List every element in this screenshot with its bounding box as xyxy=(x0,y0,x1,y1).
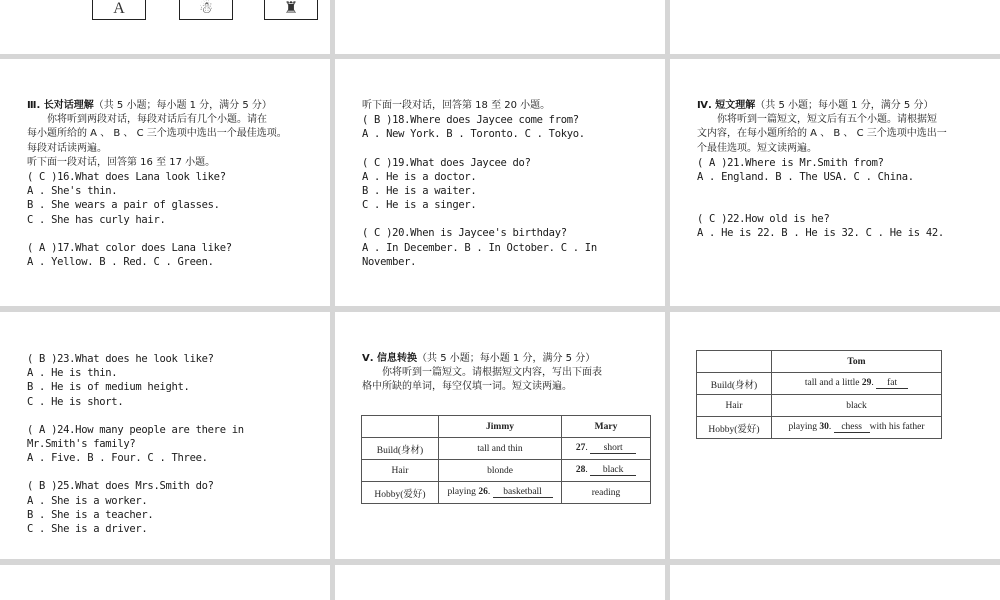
option-text: A . Yellow. B . Red. C . Green. xyxy=(27,256,214,269)
table-row xyxy=(362,482,651,504)
info-table-tom xyxy=(696,350,942,439)
question-24: ( A )24.How many people are there in xyxy=(27,423,244,436)
option-text: A . He is thin. xyxy=(27,367,118,380)
panel-section-5-cont xyxy=(670,312,1000,559)
panel-bottom-left xyxy=(0,565,330,600)
instruction-text: 每小题所给的 A 、 B 、 C 三个选项中选出一个最佳选项。 xyxy=(27,128,287,140)
question-23: ( B )23.What does he look like? xyxy=(27,353,214,365)
option-text: A . He is a doctor. xyxy=(362,170,477,183)
section-note: （共 5 小题；每小题 1 分，满分 5 分） xyxy=(93,100,272,111)
option-text: A . England. B . The USA. C . China. xyxy=(697,171,914,184)
instruction-text: 文内容，在每小题所给的 A 、 B 、 C 三个选项中选出一 xyxy=(697,128,947,140)
section-note: （共 5 小题；每小题 1 分，满分 5 分） xyxy=(417,353,596,364)
table-cell: blonde xyxy=(439,460,562,482)
table-row xyxy=(697,351,942,373)
panel-bottom-middle xyxy=(335,565,665,600)
option-text: A . Five. B . Four. C . Three. xyxy=(27,452,208,465)
table-cell: tall and thin xyxy=(439,438,562,460)
panel-section-4 xyxy=(670,59,1000,306)
option-text: B . He is a waiter. xyxy=(362,185,477,198)
table-row xyxy=(362,416,651,438)
column-header-mary: Mary xyxy=(562,416,651,438)
answer-cell-30: playing 30. chess with his father xyxy=(772,417,942,439)
option-text: C . He is short. xyxy=(27,395,124,408)
answer-blank: black xyxy=(590,465,636,476)
row-label-hobby: Hobby(爱好) xyxy=(697,417,772,439)
panel-section-3 xyxy=(0,59,330,306)
answer-cell-26: playing 26. basketball xyxy=(439,482,562,504)
question-25: ( B )25.What does Mrs.Smith do? xyxy=(27,480,214,493)
instruction-text: 听下面一段对话，回答第 16 至 17 小题。 xyxy=(27,156,216,168)
panel-section-5 xyxy=(335,312,665,559)
question-19: ( C )19.What does Jaycee do? xyxy=(362,156,531,169)
table-row xyxy=(362,460,651,482)
option-text: B . She is a teacher. xyxy=(27,508,154,521)
option-text: A . He is 22. B . He is 32. C . He is 42. xyxy=(697,227,944,240)
picture-c-image: ♜ xyxy=(264,0,318,20)
answer-cell-29: tall and a little 29. fat xyxy=(772,373,942,395)
question-22: ( C )22.How old is he? xyxy=(697,213,830,226)
option-text: November. xyxy=(362,255,417,268)
answer-blank: basketball xyxy=(493,487,553,498)
option-text: C . She has curly hair. xyxy=(27,213,166,226)
option-text: B . She wears a pair of glasses. xyxy=(27,199,220,212)
panel-top-middle xyxy=(335,0,665,54)
section-heading: Ⅴ. 信息转换 xyxy=(362,353,418,364)
column-header-jimmy: Jimmy xyxy=(439,416,562,438)
option-text: A . In December. B . In October. C . In xyxy=(362,241,597,254)
panel-top-left xyxy=(0,0,330,54)
instruction-text: 个最佳选项。短文读两遍。 xyxy=(697,142,817,154)
row-label-build: Build(身材) xyxy=(697,373,772,395)
answer-cell-27: 27. short xyxy=(562,438,651,460)
instruction-text: 格中所缺的单词，每空仅填一词。短文读两遍。 xyxy=(362,381,572,393)
answer-blank: chess xyxy=(834,422,870,433)
option-text: A . She's thin. xyxy=(27,185,118,198)
table-row xyxy=(362,438,651,460)
row-label-hobby: Hobby(爱好) xyxy=(362,482,439,504)
option-text: C . She is a driver. xyxy=(27,523,148,536)
instruction-text: 你将听到一篇短文，短文后有五个小题。请根据短 xyxy=(717,114,937,126)
answer-blank: fat xyxy=(876,378,908,389)
section-heading: Ⅳ. 短文理解 xyxy=(697,100,756,111)
panel-top-right xyxy=(670,0,1000,54)
question-17: ( A )17.What color does Lana like? xyxy=(27,241,232,254)
instruction-text: 你将听到两段对话，每段对话后有几个小题。请在 xyxy=(47,114,267,126)
section-note: （共 5 小题；每小题 1 分，满分 5 分） xyxy=(755,100,934,111)
section-heading: Ⅲ. 长对话理解 xyxy=(27,100,94,111)
instruction-text: 每段对话读两遍。 xyxy=(27,142,107,154)
option-text: A . She is a worker. xyxy=(27,494,148,507)
picture-a-image: A xyxy=(92,0,146,20)
row-label-hair: Hair xyxy=(697,395,772,417)
panel-section-4-cont xyxy=(0,312,330,559)
table-cell: reading xyxy=(562,482,651,504)
question-24-cont: Mr.Smith's family? xyxy=(27,438,136,451)
option-text: A . New York. B . Toronto. C . Tokyo. xyxy=(362,128,585,141)
answer-cell-28: 28. black xyxy=(562,460,651,482)
table-cell: black xyxy=(772,395,942,417)
option-text: C . He is a singer. xyxy=(362,199,477,212)
option-text: B . He is of medium height. xyxy=(27,381,190,394)
question-16: ( C )16.What does Lana look like? xyxy=(27,171,226,184)
instruction-text: 你将听到一篇短文。请根据短文内容，写出下面表 xyxy=(382,367,602,379)
panel-bottom-right xyxy=(670,565,1000,600)
table-row xyxy=(697,417,942,439)
question-20: ( C )20.When is Jaycee's birthday? xyxy=(362,227,567,240)
row-label-build: Build(身材) xyxy=(362,438,439,460)
question-21: ( A )21.Where is Mr.Smith from? xyxy=(697,156,884,169)
answer-blank: short xyxy=(590,443,636,454)
question-18: ( B )18.Where does Jaycee come from? xyxy=(362,114,579,127)
table-row xyxy=(697,395,942,417)
row-label-hair: Hair xyxy=(362,460,439,482)
table-row xyxy=(697,373,942,395)
info-table-jimmy-mary xyxy=(361,415,651,504)
panel-section-3-cont xyxy=(335,59,665,306)
column-header-tom: Tom xyxy=(772,351,942,373)
instruction-text: 听下面一段对话，回答第 18 至 20 小题。 xyxy=(362,100,551,111)
picture-b-image: ☃ xyxy=(179,0,233,20)
